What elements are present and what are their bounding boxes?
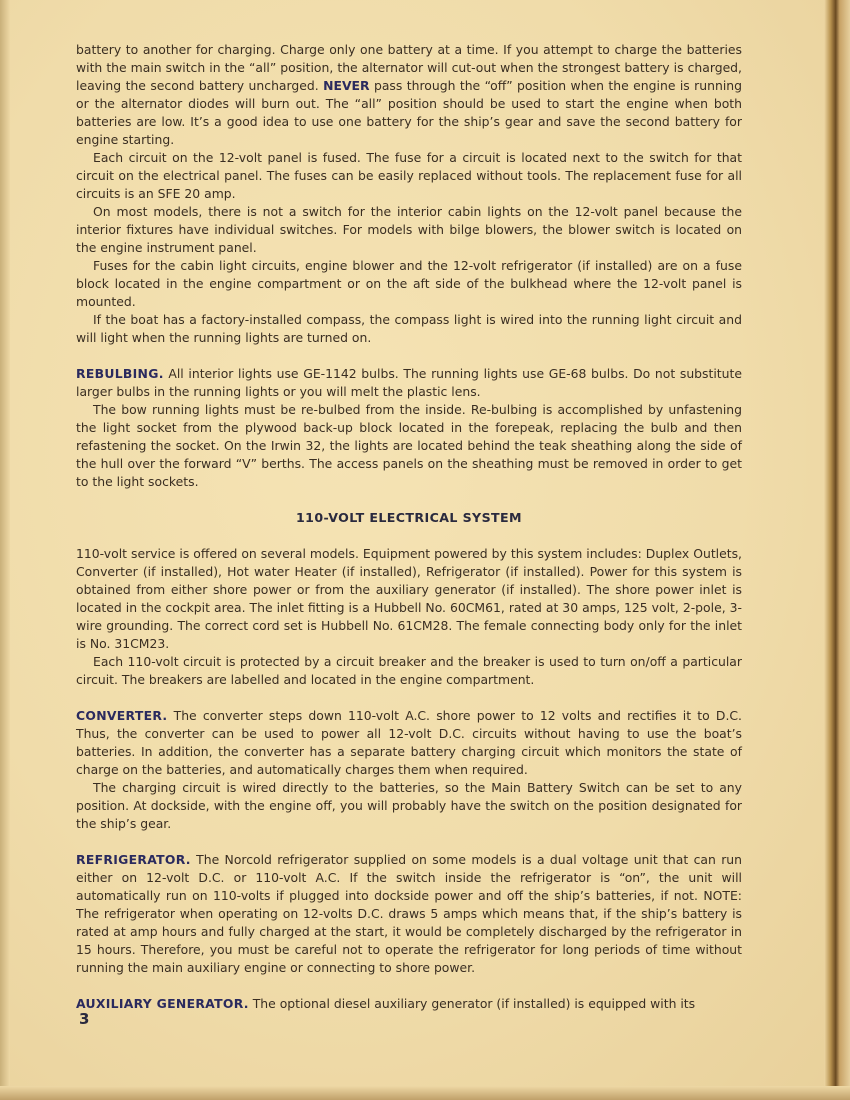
page-body: [76, 41, 742, 1013]
page-left-edge: [0, 0, 10, 1100]
paragraph-battery-charging: battery to another for charging. Charge only one battery at a time. If you attempt to charge the batteries with the main switch in the “all” position, the alternator will cut-out when the strongest battery is charged, leaving the second battery uncharged. NEVER pass through the “off” position when the engine is running or the alternator diodes will burn out. The “all” position should be used to start the engine when both batteries are low. It’s a good idea to use one battery for the ship’s gear and save the second battery for engine starting.: [76, 42, 742, 147]
spacer: [76, 833, 742, 851]
paragraph-auxiliary-generator: AUXILIARY GENERATOR. The optional diesel auxiliary generator (if installed) is equipped with its: [76, 996, 696, 1011]
book-spine-edge: [824, 0, 850, 1100]
never-emphasis: NEVER: [323, 78, 370, 93]
paragraph-circuit-breakers: Each 110-volt circuit is protected by a circuit breaker and the breaker is used to turn on/off a particular circuit. The breakers are labelled and located in the engine compartment.: [76, 654, 742, 687]
refrigerator-heading: REFRIGERATOR.: [76, 852, 191, 867]
paragraph-compass: If the boat has a factory-installed compass, the compass light is wired into the running light circuit and will light when the running lights are turned on.: [76, 312, 742, 345]
spacer: [76, 689, 742, 707]
generator-heading: AUXILIARY GENERATOR.: [76, 996, 249, 1011]
spacer: [76, 491, 742, 509]
page-bottom-edge: [0, 1086, 850, 1100]
spacer: [76, 527, 742, 545]
spacer: [76, 347, 742, 365]
paragraph-converter: CONVERTER. The converter steps down 110-volt A.C. shore power to 12 volts and rectifies it to D.C. Thus, the converter can be used to power all 12-volt D.C. circuits without having to use the boat’s batteries. In addition, the converter has a separate battery charging circuit which monitors the state of charge on the batteries, and automatically charges them when required.: [76, 708, 742, 777]
section-heading-110-volt: 110-VOLT ELECTRICAL SYSTEM: [296, 510, 522, 525]
page-number: 3: [79, 1010, 90, 1028]
spacer: [76, 977, 742, 995]
paragraph-fuses: Each circuit on the 12-volt panel is fused. The fuse for a circuit is located next to the switch for that circuit on the electrical panel. The fuses can be easily replaced without tools. The replacement fuse for all circuits is an SFE 20 amp.: [76, 150, 742, 201]
paragraph-rebulbing-bow: The bow running lights must be re-bulbed from the inside. Re-bulbing is accomplished by unfastening the light socket from the plywood back-up block located in the forepeak, replacing the bulb and then refastening the socket. On the Irwin 32, the lights are located behind the teak sheathing along the side of the hull over the forward “V” berths. The access panels on the sheathing must be removed in order to get to the light sockets.: [76, 402, 742, 489]
paragraph-fuse-block: Fuses for the cabin light circuits, engine blower and the 12-volt refrigerator (if installed) are on a fuse block located in the engine compartment or on the aft side of the bulkhead where the 12-volt panel is mounted.: [76, 258, 742, 309]
paragraph-refrigerator: REFRIGERATOR. The Norcold refrigerator supplied on some models is a dual voltage unit that can run either on 12-volt D.C. or 110-volt A.C. If the switch inside the refrigerator is “on”, the unit will automatically run on 110-volts if plugged into dockside power and off the ship’s batteries, if not. NOTE: The refrigerator when operating on 12-volts D.C. draws 5 amps which means that, if the ship’s battery is rated at amp hours and fully charged at the start, it would be completely discharged by the refrigerator in 15 hours. Therefore, you must be careful not to operate the refrigerator for long periods of time without running the main auxiliary engine or connecting to shore power.: [76, 852, 742, 975]
paragraph-rebulbing: REBULBING. All interior lights use GE-1142 bulbs. The running lights use GE-68 bulbs. Do not substitute larger bulbs in the running lights or you will melt the plastic lens.: [76, 366, 742, 399]
paragraph-110-volt-service: 110-volt service is offered on several models. Equipment powered by this system includes: Duplex Outlets, Converter (if installed), Hot water Heater (if installed), Refrigerator (if installed). Power for this system is obtained from either shore power or from the auxiliary generator (if installed). The shore power inlet is located in the cockpit area. The inlet fitting is a Hubbell No. 60CM61, rated at 30 amps, 125 volt, 2-pole, 3-wire grounding. The correct cord set is Hubbell No. 61CM28. The female connecting body only for the inlet is No. 31CM23.: [76, 546, 742, 651]
paragraph-charging-circuit: The charging circuit is wired directly to the batteries, so the Main Battery Switch can be set to any position. At dockside, with the engine off, you will probably have the switch on the position designated for the ship’s gear.: [76, 780, 742, 831]
paragraph-cabin-lights: On most models, there is not a switch for the interior cabin lights on the 12-volt panel because the interior fixtures have individual switches. For models with bilge blowers, the blower switch is located on the engine instrument panel.: [76, 204, 742, 255]
rebulbing-heading: REBULBING.: [76, 366, 164, 381]
converter-heading: CONVERTER.: [76, 708, 168, 723]
